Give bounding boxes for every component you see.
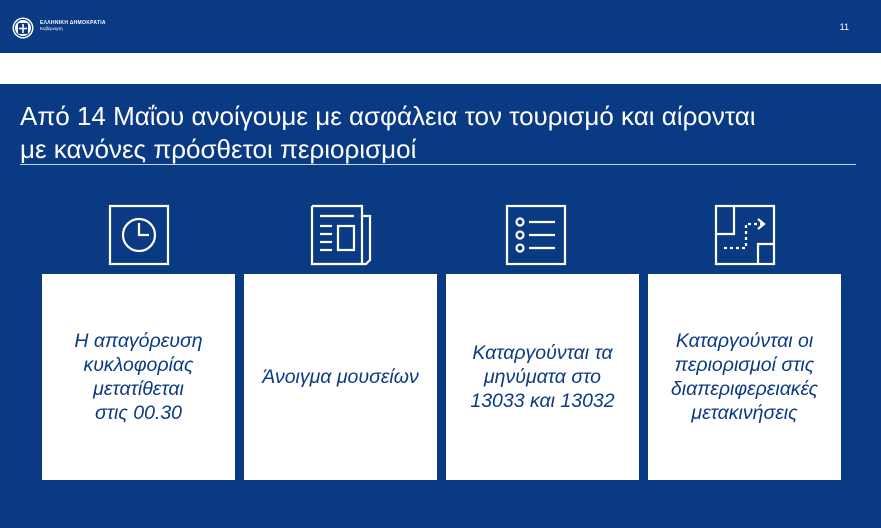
card-line: 13033 και 13032 — [470, 390, 615, 412]
checklist-icon — [505, 204, 567, 266]
card-line: περιορισμοί στις — [674, 354, 815, 376]
government-label — [40, 20, 106, 31]
card-line: Η απαγόρευση — [74, 330, 203, 352]
info-card-sms — [446, 274, 639, 480]
card-line: διαπεριφερειακές — [670, 378, 819, 400]
route-map-icon — [714, 204, 776, 266]
clock-icon — [108, 204, 170, 266]
card-text-sms — [470, 341, 614, 413]
greek-emblem-logo — [12, 17, 34, 39]
slide-title-line-1: Από 14 Μαΐου ανοίγουμε με ασφάλεια τον τουρισμό και αίρονται — [20, 101, 756, 131]
info-card-travel — [648, 274, 841, 480]
card-line: Καταργούνται οι — [675, 330, 814, 352]
card-line: μετατίθεται — [93, 378, 184, 400]
card-text-museums — [262, 365, 418, 389]
newspaper-icon — [310, 204, 372, 266]
slide-title-line-2: με κανόνες πρόσθετοι περιορισμοί — [20, 134, 417, 164]
card-line: Άνοιγμα μουσείων — [262, 366, 419, 388]
card-line: μηνύματα στο — [484, 366, 601, 388]
card-line: Καταργούνται τα — [472, 342, 613, 364]
org-subtitle: Κυβέρνηση — [40, 26, 63, 31]
card-text-travel — [671, 329, 818, 425]
slide-title — [20, 100, 870, 166]
card-text-curfew — [74, 329, 202, 425]
page-number: 11 — [839, 22, 849, 32]
slide-panel — [0, 84, 881, 528]
card-line: στις 00.30 — [94, 402, 183, 424]
top-header-bar — [0, 0, 881, 53]
title-divider — [20, 164, 856, 165]
info-card-museums — [244, 274, 437, 480]
card-line: μετακινήσεις — [691, 402, 798, 424]
org-title: ΕΛΛΗΝΙΚΗ ΔΗΜΟΚΡΑΤΙΑ — [40, 20, 106, 26]
info-card-curfew — [42, 274, 235, 480]
card-line: κυκλοφορίας — [83, 354, 194, 376]
